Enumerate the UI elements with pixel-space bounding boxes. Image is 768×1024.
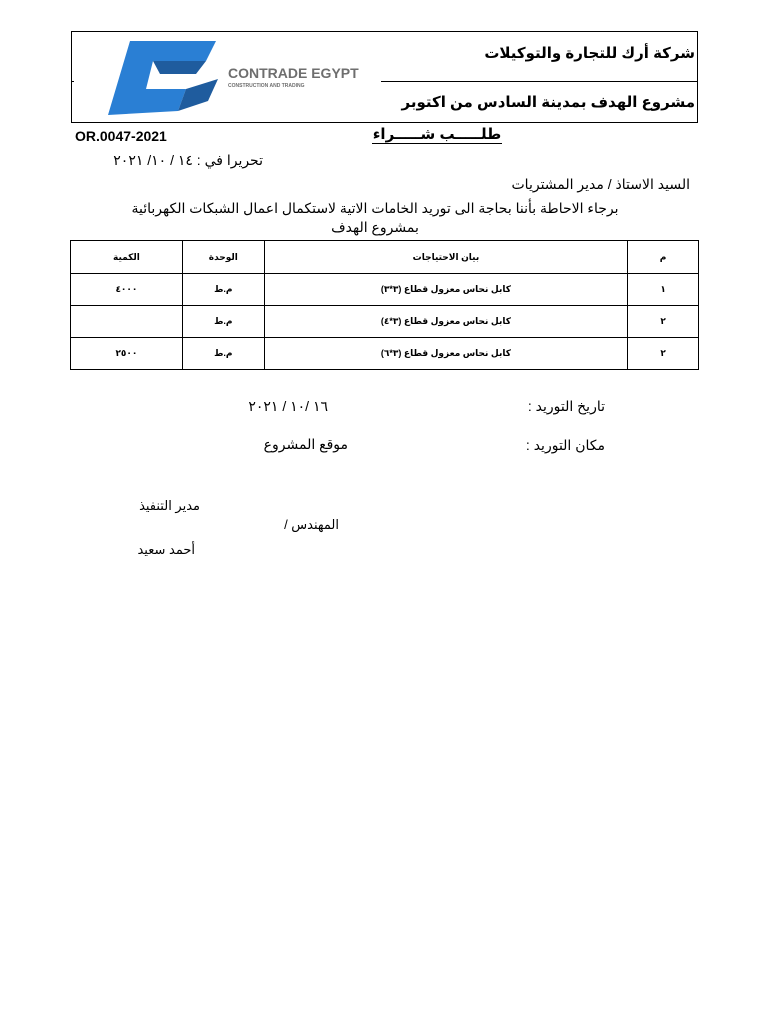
- request-text: [120, 199, 630, 237]
- project-name: مشروع الهدف بمدينة السادس من اكتوبر: [401, 94, 695, 111]
- logo-mark-shadow: [153, 61, 206, 74]
- issue-date: تحريرا في : ١٤ / ١٠/ ٢٠٢١: [113, 152, 263, 168]
- company-name: شركة أرك للتجارة والتوكيلات: [484, 45, 695, 62]
- company-logo: [108, 39, 383, 118]
- cell-quantity: [71, 306, 183, 338]
- cell-no: ١: [628, 274, 699, 306]
- header-quantity: الكمية: [71, 241, 183, 274]
- header-no: م: [628, 241, 699, 274]
- table-row: [71, 274, 699, 306]
- document-title: طلـــــب شـــــراء: [372, 126, 502, 143]
- cell-description: كابل نحاس معزول قطاع (٣*٦): [264, 338, 627, 370]
- logo-mark-corner: [178, 79, 218, 111]
- request-line-1: برجاء الاحاطة بأننا بحاجة الى توريد الخامات الاتية لاستكمال اعمال الشبكات الكهربائية: [131, 200, 619, 216]
- logo-brand: CONTRADE EGYPT: [228, 65, 359, 81]
- addressee: السيد الاستاذ / مدير المشتريات: [511, 176, 690, 192]
- table-row: [71, 306, 699, 338]
- cell-no: ٢: [628, 338, 699, 370]
- cell-description: كابل نحاس معزول قطاع (٣*٤): [264, 306, 627, 338]
- header-unit: الوحدة: [182, 241, 264, 274]
- logo-tagline: CONSTRUCTION AND TRADING: [228, 83, 305, 89]
- cell-unit: م.ط: [182, 306, 264, 338]
- request-line-2: بمشروع الهدف: [331, 219, 419, 235]
- cell-unit: م.ط: [182, 274, 264, 306]
- signature-role: مدير التنفيذ: [139, 498, 200, 513]
- delivery-place-value: موقع المشروع: [263, 436, 348, 452]
- cell-no: ٢: [628, 306, 699, 338]
- table-row: [71, 338, 699, 370]
- items-table: [70, 240, 699, 370]
- cell-description: كابل نحاس معزول قطاع (٣*٣): [264, 274, 627, 306]
- logo-mark: [108, 41, 216, 115]
- delivery-date-value: ١٦ /١٠ / ٢٠٢١: [248, 398, 328, 414]
- cell-unit: م.ط: [182, 338, 264, 370]
- engineer-name: أحمد سعيد: [137, 542, 195, 557]
- delivery-place-label: مكان التوريد :: [525, 437, 605, 453]
- header-divider-tick: [71, 81, 74, 82]
- order-number: OR.0047-2021: [75, 128, 167, 144]
- header-divider: [381, 81, 698, 82]
- table-header-row: [71, 241, 699, 274]
- cell-quantity: ٢٥٠٠: [71, 338, 183, 370]
- header-description: بيان الاحتياجات: [264, 241, 627, 274]
- cell-quantity: ٤٠٠٠: [71, 274, 183, 306]
- delivery-date-label: تاريخ التوريد :: [527, 398, 605, 414]
- engineer-label: المهندس /: [284, 517, 339, 532]
